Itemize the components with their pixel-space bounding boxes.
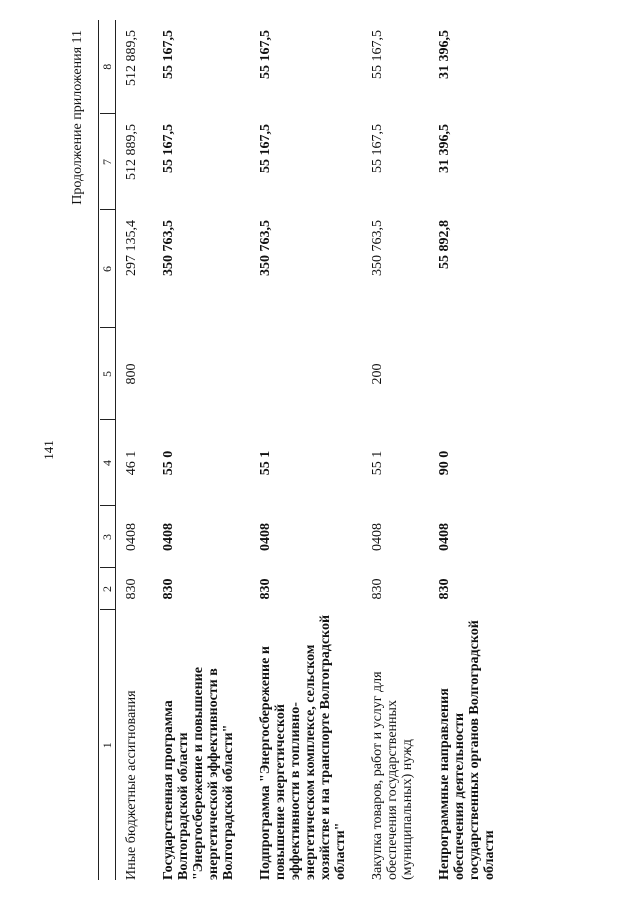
header-col-1: 1 [100, 610, 116, 880]
cell-col-6: 350 763,5 [258, 220, 273, 276]
page-number: 141 [41, 440, 56, 460]
budget-table [100, 20, 511, 880]
cell-col-5: 800 [124, 363, 139, 385]
cell-col-7: 512 889,5 [124, 124, 139, 180]
appendix-caption: Продолжение приложения 11 [70, 30, 85, 205]
cell-col-7: 55 167,5 [258, 124, 273, 173]
cell-col-8: 31 396,5 [437, 30, 452, 79]
header-col-4: 4 [100, 420, 116, 506]
cell-col-3: 0408 [437, 523, 452, 551]
cell-col-2: 830 [370, 578, 385, 600]
cell-col-3: 0408 [161, 523, 176, 551]
cell-col-8: 55 167,5 [370, 30, 385, 79]
cell-col-8: 55 167,5 [258, 30, 273, 79]
cell-col-4: 55 1 [370, 450, 385, 476]
table-top-rule [98, 20, 99, 880]
cell-col-7: 55 167,5 [370, 124, 385, 173]
cell-col-6: 55 892,8 [437, 220, 452, 269]
table-row [250, 20, 362, 880]
header-col-8: 8 [100, 20, 116, 114]
cell-col-6: 350 763,5 [161, 220, 176, 276]
row-name: Подпрограмма "Энергосбережение и повышение энергетической эффективности в топливно-энергетическом комплексе, сельском хозяйстве и на транспорте Волгоградской области" [258, 614, 348, 880]
header-col-7: 7 [100, 114, 116, 210]
cell-col-7: 55 167,5 [161, 124, 176, 173]
row-name: Закупка товаров, работ и услуг для обеспечения государственных (муниципальных) нужд [370, 671, 415, 880]
table-row [116, 20, 154, 880]
cell-col-5 [429, 328, 511, 420]
header-row [100, 20, 116, 880]
cell-col-4: 46 1 [124, 450, 139, 476]
rotated-page-content [70, 20, 630, 880]
cell-col-2: 830 [161, 578, 176, 600]
row-name: Непрограммные направления обеспечения деятельности государственных органов Волгоградской области [437, 620, 497, 880]
row-name: Иные бюджетные ассигнования [124, 690, 139, 880]
row-name: Государственная программа Волгоградской области "Энергосбережение и повышение энергетической эффективности в Волгоградской области" [161, 667, 236, 880]
cell-col-7: 31 396,5 [437, 124, 452, 173]
table-row [153, 20, 250, 880]
cell-col-5: 200 [370, 363, 385, 385]
cell-col-4: 90 0 [437, 450, 452, 476]
cell-col-2: 830 [437, 578, 452, 600]
cell-col-3: 0408 [258, 523, 273, 551]
cell-col-2: 830 [124, 578, 139, 600]
cell-col-3: 0408 [370, 523, 385, 551]
header-col-2: 2 [100, 568, 116, 610]
header-col-5: 5 [100, 328, 116, 420]
cell-col-5 [153, 328, 250, 420]
cell-col-8: 55 167,5 [161, 30, 176, 79]
cell-col-8: 512 889,5 [124, 30, 139, 86]
table-row [362, 20, 429, 880]
cell-col-4: 55 0 [161, 450, 176, 476]
cell-col-5 [250, 328, 362, 420]
cell-col-2: 830 [258, 578, 273, 600]
cell-col-3: 0408 [124, 523, 139, 551]
header-col-6: 6 [100, 210, 116, 328]
cell-col-6: 297 135,4 [124, 220, 139, 276]
header-col-3: 3 [100, 506, 116, 568]
table-row [429, 20, 511, 880]
cell-col-6: 350 763,5 [370, 220, 385, 276]
cell-col-4: 55 1 [258, 450, 273, 476]
